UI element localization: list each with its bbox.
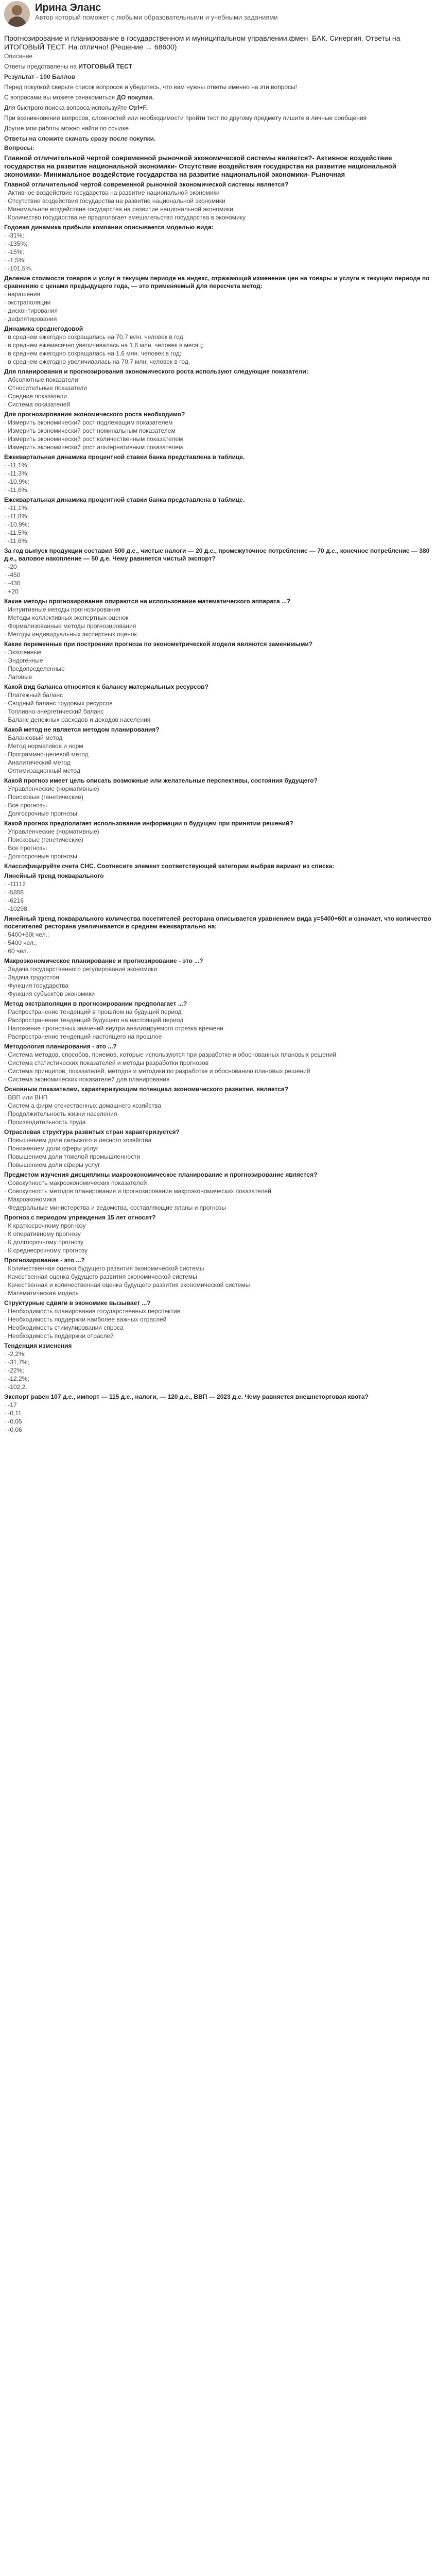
answer-option: · Предопределенные xyxy=(4,665,65,672)
question-item xyxy=(4,957,432,998)
question-text: Главной отличительной чертой современной рыночной экономической системы является? xyxy=(4,181,289,188)
question-text: Отраслевая структура развитых стран характеризуется? xyxy=(4,1128,180,1136)
question-text: Прогнозирование - это ...? xyxy=(4,1257,85,1264)
answer-option: · Лаговые xyxy=(4,673,32,681)
answer-option: · Совокупность макроэкономических показателей xyxy=(4,1179,147,1187)
answer-option: · Минимальное воздействие государства на развитие национальной экономики xyxy=(4,206,233,213)
answer-option: · -12,2%; xyxy=(4,1375,29,1382)
intro-line xyxy=(4,62,432,71)
answer-option: · Средние показатели xyxy=(4,393,67,400)
answer-option: · Федеральные министерства и ведомства, составляющие планы и прогнозы xyxy=(4,1204,226,1211)
question-text: Экспорт равен 107 д.е., импорт — 115 д.е., налоги, — 120 д.е., ВВП — 2023 д.е. Чему равняется внешнеторговая квота? xyxy=(4,1393,369,1400)
question-text: Линейный тренд покварального количества посетителей ресторана описывается уравнением вида y=5400+60t и означает, что количество посетителей ресторана увеличивается в среднем ежеквартально на: xyxy=(4,915,431,930)
question-text: Какой метод не является методом планирования? xyxy=(4,726,160,733)
answer-option: · -11,6%. xyxy=(4,486,29,494)
question-text: Для планирования и прогнозирования экономического роста используют следующие показатели: xyxy=(4,368,308,375)
answer-option: · Метод нормативов и норм xyxy=(4,742,83,750)
answer-option: · Балансовый метод xyxy=(4,734,63,741)
question-text: Структурные сдвиги в экономике вызывает ...? xyxy=(4,1299,151,1307)
answer-option: · в среднем ежегодно сокращалась на 1,6 млн. человек в год; xyxy=(4,350,182,357)
question-item xyxy=(4,862,432,870)
answer-option: · -10,9%; xyxy=(4,521,29,528)
answer-option: · Функция субъектов экономики xyxy=(4,990,95,997)
question-text: Деление стоимости товаров и услуг в текущем периоде на индекс, отражающий изменение цен на товары и услуги в текущем периоде по сравнению с ценами предыдущего года, — это применяемый для пересчета метод: xyxy=(4,275,430,290)
answer-option: · Продолжительность жизни населения xyxy=(4,1110,117,1117)
question-item xyxy=(4,154,432,179)
answer-option: · Количество государства не предполагает вмешательство государства в экономику xyxy=(4,214,246,221)
answer-option: · -5808 xyxy=(4,889,24,896)
answer-option: · Программно-целевой метод xyxy=(4,751,89,758)
answer-option: · -1,5%; xyxy=(4,257,26,264)
intro-line xyxy=(4,104,432,112)
answer-option: · Измерить экономический рост подлежащим показателем xyxy=(4,419,173,426)
question-item xyxy=(4,1043,432,1083)
answer-option: · Система принципов, показателей, методов и методики по разработке и обоснованию плановых решений xyxy=(4,1067,310,1075)
answer-option: · 60 чел. xyxy=(4,947,28,955)
answer-option: · Качественная и количественная оценка будущего развития экономической системы xyxy=(4,1281,250,1289)
answer-option: · Методы коллективных экспертных оценок xyxy=(4,614,129,621)
question-text: Основным показателем, характеризующим потенциал экономического развития, является? xyxy=(4,1086,289,1093)
answer-option: · дисконтирования xyxy=(4,307,58,314)
answer-option: · в среднем ежемесячно увеличивалась на 1,6 млн. человек в месяц; xyxy=(4,342,204,349)
answer-option: · Необходимость поддержки наиболее важных отраслей xyxy=(4,1316,167,1323)
answer-option: · -11112 xyxy=(4,880,26,888)
answer-option: · Система статистических показателей и методы разработки прогнозов xyxy=(4,1059,209,1066)
question-item xyxy=(4,872,432,913)
intro-highlight: ИТОГОВЫЙ ТЕСТ xyxy=(78,63,132,70)
question-item xyxy=(4,181,432,222)
question-text: Методология планирования - это ...? xyxy=(4,1043,117,1050)
answer-option: · Распространение тенденций в прошлом на будущий период xyxy=(4,1008,182,1015)
question-item xyxy=(4,820,432,860)
answer-option: · -11,8%; xyxy=(4,513,29,520)
answer-option: · 5400 чел.; xyxy=(4,939,37,946)
question-text: Макроэкономическое планирование и прогнозирование - это ...? xyxy=(4,957,203,964)
answer-option: · Интуитивные методы прогнозирования xyxy=(4,606,120,613)
answer-option: · Понижением доли сферы услуг xyxy=(4,1145,99,1152)
question-item xyxy=(4,1393,432,1434)
question-item xyxy=(4,547,432,596)
questions-list xyxy=(4,154,432,1434)
question-item xyxy=(4,1257,432,1297)
question-text: Какой вид баланса относится к балансу материальных ресурсов? xyxy=(4,683,208,690)
question-text: Главной отличительной чертой современной рыночной экономической системы является?- Активное воздействие государства на развитие национальной экономики- Отсутствие воздействия государства на развитие национальной экономики- Минимальное воздействие государства на развитие национальной экономики- Рыночная xyxy=(4,154,396,178)
question-item xyxy=(4,640,432,681)
answer-option: · Система показателей xyxy=(4,401,71,408)
answer-option: · Баланс денежных расходов и доходов населения xyxy=(4,716,151,723)
answer-option: · Систем а фирм отечественных домашнего хозяйства xyxy=(4,1102,161,1109)
answer-option: · Количественная оценка будущего развития экономической системы xyxy=(4,1265,204,1272)
answer-option: · Управленческие (нормативные) xyxy=(4,828,99,835)
answer-option: · -11,3%; xyxy=(4,470,29,477)
question-text: Какие методы прогнозирования опираются на использование математического аппарата ...? xyxy=(4,598,291,605)
answer-option: · Совокупность методов планирования и прогнозирования макроэкономических показателей xyxy=(4,1188,271,1195)
question-text: Динамика среднегодовой xyxy=(4,325,83,332)
answer-option: · дефлятирования xyxy=(4,315,57,323)
answer-option: · К долгосрочному прогнозу xyxy=(4,1239,83,1246)
author-block xyxy=(4,1,432,30)
answer-option: · -6216 xyxy=(4,897,24,904)
answer-option: · Математическая модель xyxy=(4,1290,79,1297)
intro-text: Перед покупкой сверьте список вопросов и убедитесь, что вам нужны ответы именно на эти вопросы! xyxy=(4,83,297,91)
answer-option: · Эндогенные xyxy=(4,657,43,664)
answer-option: · -31%; xyxy=(4,232,24,239)
answer-option: · Долгосрочные прогнозы xyxy=(4,810,77,817)
answer-option: · Распространение тенденций будущего на настоящий период xyxy=(4,1016,184,1024)
question-item xyxy=(4,1000,432,1041)
author-info xyxy=(35,1,278,22)
question-text: Тенденция изменения xyxy=(4,1342,72,1349)
question-item xyxy=(4,368,432,409)
question-text: Для прогнозирования экономического роста необходимо? xyxy=(4,411,185,418)
answer-option: · Необходимость поддержки отраслей xyxy=(4,1332,114,1340)
answer-option: · экстраполяции xyxy=(4,299,51,306)
answer-option: · -15%; xyxy=(4,248,24,256)
question-item xyxy=(4,453,432,494)
intro-text: С вопросами вы можете ознакомиться xyxy=(4,94,117,101)
intro-line xyxy=(4,114,432,122)
intro-text: Ответы представлены на xyxy=(4,63,79,70)
question-item xyxy=(4,224,432,273)
question-item xyxy=(4,325,432,366)
question-text: Какой прогноз имеет цель описать возможные или желательные перспективы, состояния будущего? xyxy=(4,777,318,784)
question-item xyxy=(4,411,432,451)
answer-option: · Управленческие (нормативные) xyxy=(4,785,99,792)
answer-option: · Поисковые (генетические) xyxy=(4,793,83,801)
question-item xyxy=(4,726,432,775)
answer-option: · Активное воздействие государства на развитие национальной экономики xyxy=(4,189,220,196)
answer-option: · Необходимость планирования государственных перспектив xyxy=(4,1308,181,1315)
answer-option: · нарашения xyxy=(4,291,41,298)
answer-option: · Наложение прогнозных значений внутри анализируемого отрезка времени xyxy=(4,1025,223,1032)
answer-option: · -450 xyxy=(4,571,21,579)
intro-line xyxy=(4,134,432,143)
answer-option: · +20 xyxy=(4,588,19,595)
answer-option: · Измерить экономический рост количественным показателем xyxy=(4,435,183,443)
answer-option: · -0,05 xyxy=(4,1418,22,1425)
answer-option: · Оптимизационный метод xyxy=(4,767,80,774)
answer-option: · Все прогнозы xyxy=(4,844,47,852)
answer-option: · -22%; xyxy=(4,1367,24,1374)
answer-option: · Экзогенные xyxy=(4,649,42,656)
questions-label: Вопросы: xyxy=(4,144,34,151)
question-text: Годовая динамика прибыли компании описывается моделью вида: xyxy=(4,224,214,231)
answer-option: · Система экономических показателей для планирования xyxy=(4,1076,170,1083)
answer-option: · Распространение тенденций настоящего на прошлое xyxy=(4,1033,162,1040)
answer-option: · -31,7%; xyxy=(4,1359,29,1366)
question-item xyxy=(4,1086,432,1126)
question-text: Ежеквартальная динамика процентной ставки банка представлена в таблице. xyxy=(4,496,245,503)
intro-highlight: Ctrl+F. xyxy=(128,104,148,111)
answer-option: · -430 xyxy=(4,580,21,587)
answer-option: · -102,2. xyxy=(4,1383,27,1391)
answer-option: · Отсутствие воздействия государства на развитие национальной экономики xyxy=(4,197,225,205)
answer-option: · -101,5%. xyxy=(4,265,33,272)
intro-line xyxy=(4,124,432,132)
answer-option: · Сводный баланс трудовых ресурсов xyxy=(4,700,113,707)
answer-option: · Необходимость стимулирования спроса xyxy=(4,1324,124,1331)
author-name[interactable]: Ирина Эланс xyxy=(35,2,101,13)
answer-option: · Формализованные методы прогнозирования xyxy=(4,622,136,630)
intro-highlight: ДО покупки. xyxy=(116,94,154,101)
answer-option: · К краткосрочному прогнозу xyxy=(4,1222,86,1229)
question-item xyxy=(4,777,432,818)
question-text: Какой прогноз предполагает использование информации о будущем при принятии решений? xyxy=(4,820,293,827)
answer-option: · Повышением доли сельского и лесного хозяйства xyxy=(4,1137,152,1144)
answer-option: · -11,1%; xyxy=(4,462,29,469)
question-text: Линейный тренд покварального xyxy=(4,872,104,879)
answer-option: · Макроэкономика xyxy=(4,1196,57,1203)
answer-option: · -10,9%; xyxy=(4,478,29,485)
answer-option: · Аналитический метод xyxy=(4,759,71,766)
answer-option: · Все прогнозы xyxy=(4,802,47,809)
answer-option: · Долгосрочные прогнозы xyxy=(4,853,77,860)
intro-text: Для быстрого поиска вопроса используйте xyxy=(4,104,129,111)
question-item xyxy=(4,598,432,638)
answer-option: · Измерить экономический рост номинальным показателем xyxy=(4,427,176,434)
intro-highlight: Ответы на сложите скачать сразу после покупки. xyxy=(4,135,156,142)
author-description: Автор который поможет с любыми образовательными и учебными заданиями xyxy=(35,13,278,21)
intro-line xyxy=(4,93,432,101)
question-item xyxy=(4,1342,432,1391)
answer-option: · -11,6%. xyxy=(4,537,29,545)
intro-line xyxy=(4,73,432,81)
question-item xyxy=(4,496,432,545)
answer-option: · -2,2%; xyxy=(4,1350,26,1358)
answer-option: · Задача трудостоя xyxy=(4,974,59,981)
question-text: Классифицируйте счета СНС. Соотнесите элемент соответствующей категории выбрав вариант из списка: xyxy=(4,862,335,870)
answer-option: · Повышением доли сферы услуг xyxy=(4,1161,100,1168)
question-text: Метод экстраполяции в прогнозировании предполагает ...? xyxy=(4,1000,187,1007)
answer-option: · Методы индивидуальных экспертных оценок xyxy=(4,631,137,638)
intro-line xyxy=(4,83,432,91)
question-text: За год выпуск продукции составил 500 д.е., чистые налоги — 20 д.е., промежуточное потребление — 70 д.е., конечное потребление — 380 д.е., валовое накопление — 50 д.е. Чему равняется чистый экспорт? xyxy=(4,547,430,562)
question-item xyxy=(4,275,432,323)
question-item xyxy=(4,1299,432,1340)
answer-option: · Повышением доли тяжелой промышленности xyxy=(4,1153,141,1160)
answer-option: · Поисковые (генетические) xyxy=(4,836,83,843)
answer-option: · в среднем ежегодно сокращалась на 70,7 млн. человек в год; xyxy=(4,333,185,341)
answer-option: · в среднем ежегодно увеличивалась на 70,7 млн. человек в год. xyxy=(4,358,190,365)
answer-option: · -11,5%; xyxy=(4,529,29,536)
answer-option: · ВВП или ВНП xyxy=(4,1094,48,1101)
question-text: Предметом изучения дисциплины макроэкономическое планирование и прогнозирование является? xyxy=(4,1171,318,1178)
question-item xyxy=(4,1214,432,1255)
description-label: Описание xyxy=(4,53,33,60)
answer-option: · Производительность труда xyxy=(4,1118,86,1126)
answer-option: · -0,06 xyxy=(4,1426,22,1433)
answer-option: · К оперативному прогнозу xyxy=(4,1230,81,1238)
question-item xyxy=(4,1128,432,1169)
answer-option: · Относительные показатели xyxy=(4,384,87,392)
answer-option: · Абсолютные показатели xyxy=(4,376,78,383)
intro-highlight: Результат - 100 Баллов xyxy=(4,73,76,80)
intro-text: При возникновении вопросов, сложностей или необходимости пройти тест по другому предмету пишите в личные сообщения xyxy=(4,114,367,122)
answer-option: · Качественная оценка будущего развития экономической системы xyxy=(4,1273,197,1280)
answer-option: · Топливно-энергетический баланс xyxy=(4,708,104,715)
intro-block xyxy=(4,62,432,143)
answer-option: · Платежный баланс xyxy=(4,691,63,699)
page-title: Прогнозирование и планирование в государственном и муниципальном управлении.фмен_БАК. Синергия. Ответы на ИТОГОВЫЙ ТЕСТ. На отлично! (Решение → 68600) xyxy=(4,34,400,51)
question-item xyxy=(4,1171,432,1212)
answer-option: · Измерить экономический рост альтернативным показателем xyxy=(4,444,183,451)
answer-option: · -135%; xyxy=(4,240,28,247)
question-item xyxy=(4,915,432,955)
question-item xyxy=(4,683,432,724)
answer-option: · -11,1%; xyxy=(4,504,29,512)
answer-option: · -17 xyxy=(4,1401,17,1409)
intro-text: Другие мои работы можно найти по ссылке xyxy=(4,125,129,132)
answer-option: · -20 xyxy=(4,563,17,570)
question-text: Какие переменные при построении прогноза по эконометрической модели являются заменимыми? xyxy=(4,640,313,648)
answer-option: · К среднесрочному прогнозу xyxy=(4,1247,88,1254)
answer-option: · Задача государственного регулирования экономики xyxy=(4,965,158,973)
answer-option: · 5400+60t чел.; xyxy=(4,931,49,938)
answer-option: · -10298 xyxy=(4,905,27,912)
answer-option: · -0,11 xyxy=(4,1410,22,1417)
avatar[interactable] xyxy=(4,1,30,27)
answer-option: · Система методов, способов, приемов, которые используются при разработке и обоснованных плановых решений xyxy=(4,1051,337,1058)
question-text: Прогноз с периодом упреждения 15 лет относят? xyxy=(4,1214,156,1221)
answer-option: · Функция государства xyxy=(4,982,68,989)
question-text: Ежеквартальная динамика процентной ставки банка представлена в таблице. xyxy=(4,453,245,461)
